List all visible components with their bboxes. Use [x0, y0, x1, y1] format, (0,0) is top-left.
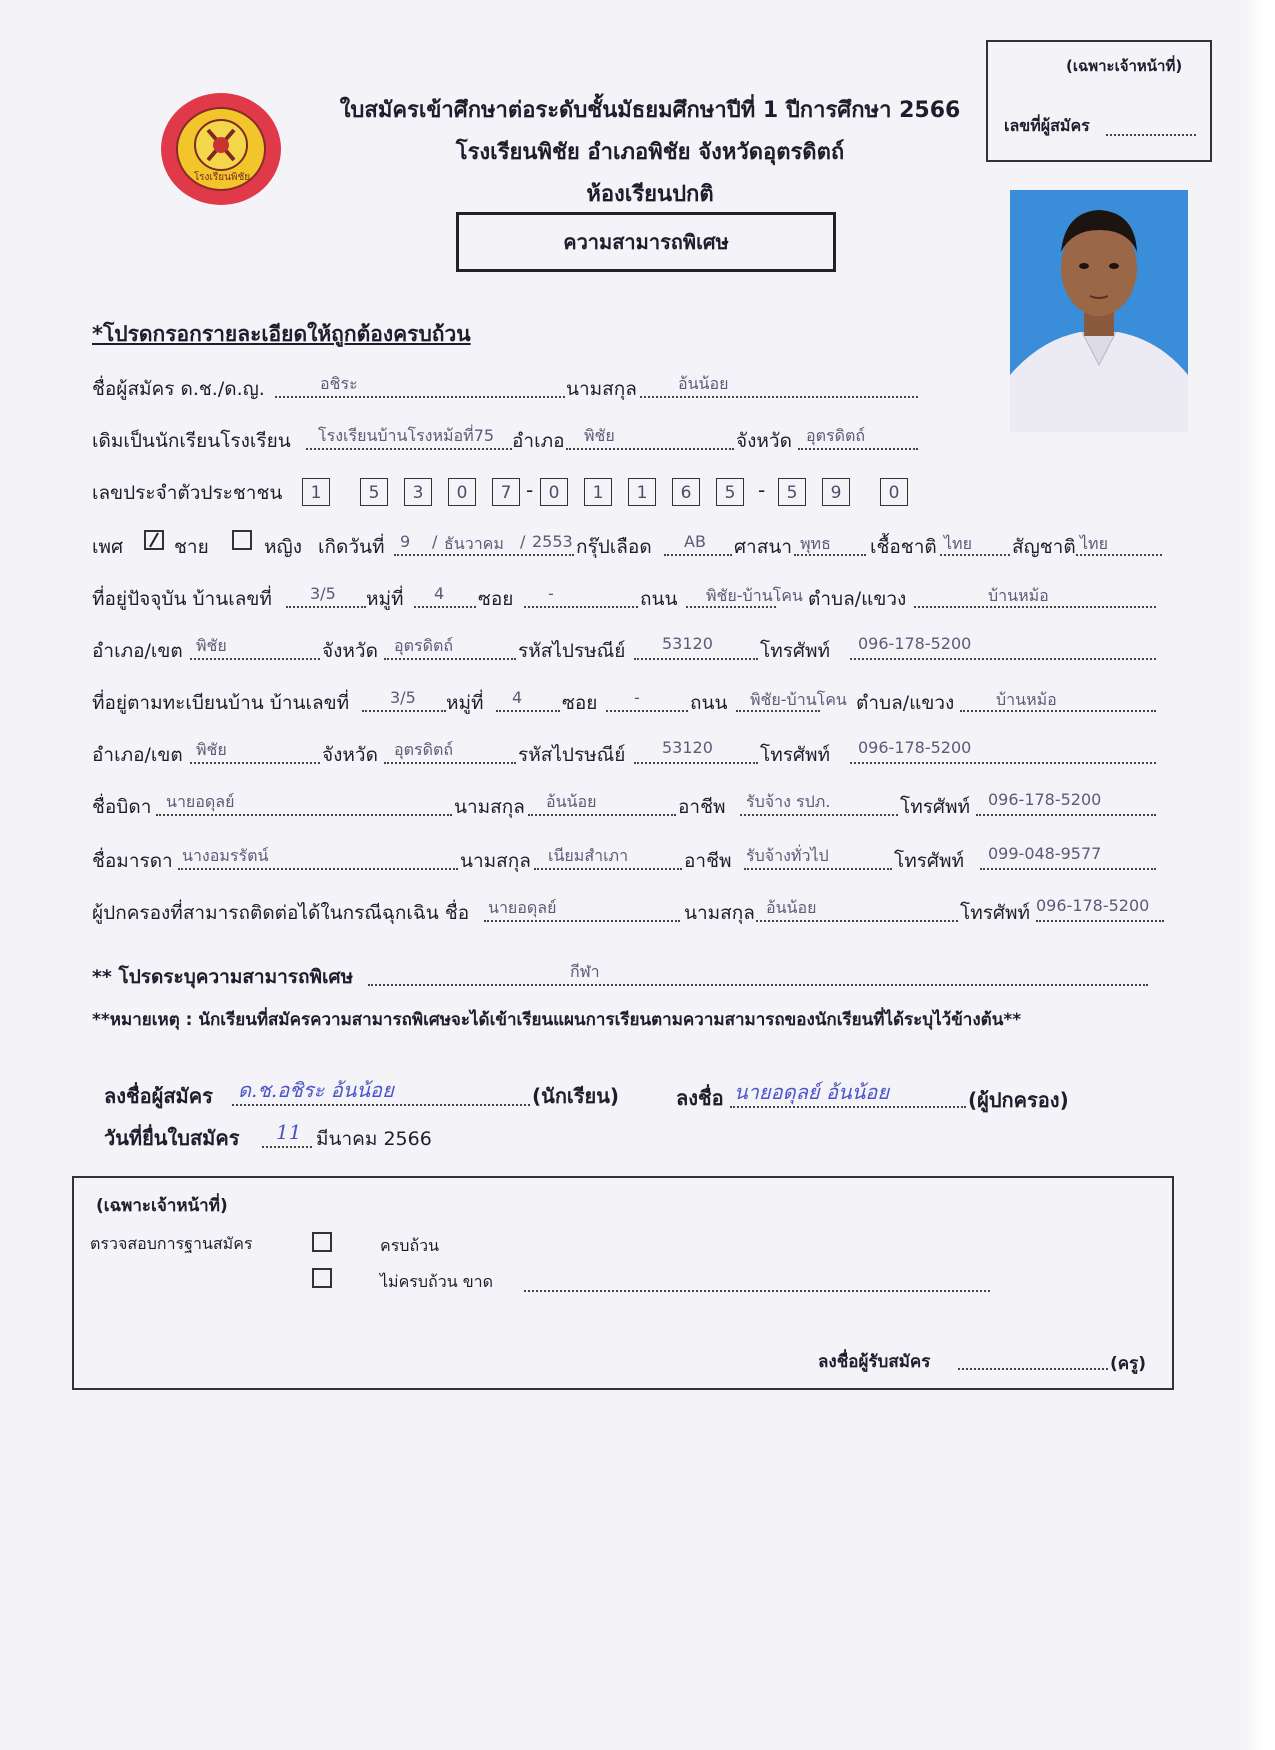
blood-value: AB: [684, 532, 706, 551]
registered-subdistrict: บ้านหม้อ: [996, 690, 1057, 709]
submit-date-label: วันที่ยื่นใบสมัคร: [104, 1126, 240, 1150]
note: **หมายเหตุ : นักเรียนที่สมัครความสามารถพิเศษจะได้เข้าเรียนแผนการเรียนตามความสามารถของนักเรียนที่ได้ระบุไว้ข้างต้น**: [92, 1010, 1022, 1030]
prev-school-district-value: พิชัย: [584, 426, 615, 445]
applicant-name-value: อชิระ: [320, 374, 358, 393]
office-use-box: [986, 40, 1212, 162]
dob-label: เกิดวันที่: [318, 536, 385, 558]
current-province: อุตรดิตถ์: [394, 636, 454, 655]
form-title: ใบสมัครเข้าศึกษาต่อระดับชั้นมัธยมศึกษาปีที่ 1 ปีการศึกษา 2566: [339, 98, 961, 123]
dob-month: ธันวาคม: [444, 534, 504, 553]
current-district: พิชัย: [196, 636, 227, 655]
current-road-label: ถนน: [640, 588, 678, 610]
current-moo-field[interactable]: [414, 606, 476, 608]
male-checkbox[interactable]: [144, 530, 164, 550]
father-phone-label: โทรศัพท์: [900, 796, 971, 818]
current-soi-label: ซอย: [478, 588, 514, 610]
school-name: โรงเรียนพิชัย อำเภอพิชัย จังหวัดอุตรดิตถ์: [455, 140, 845, 165]
nationality-value: ไทย: [1080, 534, 1108, 553]
office-section: [72, 1176, 1174, 1390]
mother-job-label: อาชีพ: [684, 850, 732, 872]
current-address-label: ที่อยู่ปัจจุบัน บ้านเลขที่: [92, 588, 272, 610]
id-digit-1[interactable]: 1: [302, 478, 330, 506]
registered-subdistrict-label: ตำบล/แขวง: [856, 692, 955, 714]
registered-soi: -: [634, 688, 640, 707]
citizen-id-label: เลขประจำตัวประชาชน: [92, 482, 283, 504]
father-job: รับจ้าง รปภ.: [746, 792, 831, 811]
registered-postcode: 53120: [662, 738, 713, 757]
registered-road: พิชัย-บ้านโคน: [750, 690, 847, 709]
office-section-heading: (เฉพาะเจ้าหน้าที่): [96, 1196, 228, 1216]
mother-surname-label: นามสกุล: [460, 850, 531, 872]
current-province-label: จังหวัด: [322, 640, 378, 662]
current-postcode: 53120: [662, 634, 713, 653]
registered-moo-field[interactable]: [496, 710, 560, 712]
instruction: *โปรดกรอกรายละเอียดให้ถูกต้องครบถ้วน: [92, 322, 471, 346]
nationality-label: สัญชาติ: [1012, 536, 1076, 558]
blood-label: กรุ๊ปเลือด: [576, 536, 652, 558]
dob-sep-1: /: [432, 532, 438, 551]
complete-checkbox[interactable]: [312, 1232, 332, 1252]
category-label: ความสามารถพิเศษ: [563, 230, 729, 254]
id-digit-13[interactable]: 0: [880, 478, 908, 506]
father-phone: 096-178-5200: [988, 790, 1102, 809]
id-digit-10[interactable]: 5: [716, 478, 744, 506]
id-dash-2: -: [758, 478, 766, 502]
religion-value: พุทธ: [800, 534, 831, 553]
registered-province-label: จังหวัด: [322, 744, 378, 766]
prev-school-district-label: อำเภอ: [512, 430, 565, 452]
current-phone: 096-178-5200: [858, 634, 972, 653]
registered-road-label: ถนน: [690, 692, 728, 714]
female-checkbox[interactable]: [232, 530, 252, 550]
id-digit-12[interactable]: 9: [822, 478, 850, 506]
applicant-photo: [1010, 190, 1188, 432]
submit-date-rest: มีนาคม 2566: [316, 1128, 432, 1150]
category-box: [456, 212, 836, 272]
mother-phone-field[interactable]: [980, 868, 1156, 870]
registered-district-label: อำเภอ/เขต: [92, 744, 183, 766]
applicant-name-field[interactable]: [275, 396, 565, 398]
father-surname: อ้นน้อย: [546, 792, 597, 811]
registered-moo: 4: [512, 688, 523, 707]
mother-phone-label: โทรศัพท์: [894, 850, 965, 872]
guardian-surname-label: นามสกุล: [684, 902, 755, 924]
registered-soi-field[interactable]: [606, 710, 688, 712]
current-postcode-label: รหัสไปรษณีย์: [518, 640, 626, 662]
id-digit-3[interactable]: 3: [404, 478, 432, 506]
registered-phone-field[interactable]: [850, 762, 1156, 764]
prev-school-value: โรงเรียนบ้านโรงหม้อที่75: [318, 426, 495, 445]
complete-label: ครบถ้วน: [380, 1236, 440, 1255]
checkmark-icon: [146, 532, 162, 548]
current-postcode-field[interactable]: [634, 658, 758, 660]
school-logo: [158, 90, 284, 208]
applicant-no-label: เลขที่ผู้สมัคร: [1004, 116, 1090, 135]
father-job-label: อาชีพ: [678, 796, 726, 818]
receiver-sign-field[interactable]: [958, 1368, 1108, 1370]
id-digit-11[interactable]: 5: [778, 478, 806, 506]
applicant-no-field[interactable]: [1106, 134, 1196, 136]
dob-day: 9: [400, 532, 411, 551]
guardian-role: (ผู้ปกครอง): [968, 1088, 1069, 1112]
registered-house-no-field[interactable]: [362, 710, 446, 712]
registered-postcode-field[interactable]: [634, 762, 758, 764]
special-ability-field[interactable]: [368, 984, 1148, 986]
logo-caption: โรงเรียนพิชัย: [193, 172, 251, 183]
registered-house-no: 3/5: [390, 688, 416, 707]
dob-year: 2553: [532, 532, 573, 551]
current-soi: -: [548, 584, 554, 603]
applicant-sign-label: ลงชื่อผู้สมัคร: [104, 1084, 213, 1108]
mother-surname: เนียมสำเภา: [548, 846, 629, 865]
father-label: ชื่อบิดา: [92, 796, 152, 818]
current-moo-label: หมู่ที่: [366, 588, 404, 610]
current-subdistrict-label: ตำบล/แขวง: [808, 588, 907, 610]
registered-province: อุตรดิตถ์: [394, 740, 454, 759]
father-surname-label: นามสกุล: [454, 796, 525, 818]
current-house-no: 3/5: [310, 584, 336, 603]
submit-date-day: 11: [276, 1120, 302, 1144]
registered-phone-label: โทรศัพท์: [760, 744, 831, 766]
father-phone-field[interactable]: [976, 814, 1156, 816]
missing-items-field[interactable]: [524, 1290, 990, 1292]
prev-school-province-label: จังหวัด: [736, 430, 792, 452]
current-phone-label: โทรศัพท์: [760, 640, 831, 662]
id-dash-1: -: [526, 478, 534, 502]
dob-sep-2: /: [520, 532, 526, 551]
mother-phone: 099-048-9577: [988, 844, 1102, 863]
current-road: พิชัย-บ้านโคน: [706, 586, 803, 605]
applicant-surname-label: นามสกุล: [566, 378, 637, 400]
id-digit-5[interactable]: 7: [492, 478, 520, 506]
female-label: หญิง: [264, 536, 302, 558]
race-value: ไทย: [944, 534, 972, 553]
id-digit-2[interactable]: 5: [360, 478, 388, 506]
submit-date-field[interactable]: [262, 1146, 312, 1148]
guardian-signature: นายอดุลย์ อ้นน้อย: [734, 1080, 890, 1104]
current-subdistrict: บ้านหม้อ: [988, 586, 1049, 605]
race-label: เชื้อชาติ: [870, 536, 937, 558]
registered-address-label: ที่อยู่ตามทะเบียนบ้าน บ้านเลขที่: [92, 692, 350, 714]
father-name: นายอดุลย์: [166, 792, 235, 811]
class-type: ห้องเรียนปกติ: [586, 182, 714, 207]
current-house-no-field[interactable]: [286, 606, 366, 608]
special-ability-label: ** โปรดระบุความสามารถพิเศษ: [92, 966, 354, 988]
document-check-label: ตรวจสอบการฐานสมัคร: [90, 1234, 253, 1253]
guardian-phone-label: โทรศัพท์: [960, 902, 1031, 924]
guardian-phone: 096-178-5200: [1036, 896, 1150, 915]
office-use-heading: (เฉพาะเจ้าหน้าที่): [1066, 57, 1183, 75]
page-edge: [1245, 0, 1275, 1750]
mother-label: ชื่อมารดา: [92, 850, 173, 872]
religion-label: ศาสนา: [734, 536, 792, 558]
registered-district: พิชัย: [196, 740, 227, 759]
mother-name: นางอมรรัตน์: [182, 846, 269, 865]
registered-subdistrict-field[interactable]: [960, 710, 1156, 712]
guardian-phone-field[interactable]: [1036, 920, 1164, 922]
sex-label: เพศ: [92, 536, 124, 558]
registered-moo-label: หมู่ที่: [446, 692, 484, 714]
id-digit-6[interactable]: 0: [540, 478, 568, 506]
id-digit-7[interactable]: 1: [584, 478, 612, 506]
blood-field[interactable]: [664, 554, 732, 556]
id-digit-8[interactable]: 1: [628, 478, 656, 506]
id-digit-4[interactable]: 0: [448, 478, 476, 506]
special-ability-value: กีฬา: [570, 962, 600, 981]
applicant-signature: ด.ช.อชิระ อ้นน้อย: [238, 1078, 394, 1102]
applicant-surname-value: อ้นน้อย: [678, 374, 729, 393]
guardian-name: นายอดุลย์: [488, 898, 557, 917]
applicant-role: (นักเรียน): [532, 1084, 620, 1108]
registered-phone: 096-178-5200: [858, 738, 972, 757]
registered-soi-label: ซอย: [562, 692, 598, 714]
male-label: ชาย: [174, 536, 209, 558]
guardian-sign-label: ลงชื่อ: [676, 1086, 724, 1110]
registered-postcode-label: รหัสไปรษณีย์: [518, 744, 626, 766]
receiver-sign-label: ลงชื่อผู้รับสมัคร: [818, 1352, 931, 1372]
guardian-label: ผู้ปกครองที่สามารถติดต่อได้ในกรณีฉุกเฉิน ชื่อ: [92, 902, 470, 924]
id-digit-9[interactable]: 6: [672, 478, 700, 506]
current-district-label: อำเภอ/เขต: [92, 640, 183, 662]
guardian-surname: อ้นน้อย: [766, 898, 817, 917]
current-phone-field[interactable]: [850, 658, 1156, 660]
current-moo: 4: [434, 584, 445, 603]
prev-school-province-value: อุตรดิตถ์: [806, 426, 866, 445]
mother-job: รับจ้างทั่วไป: [746, 846, 829, 865]
incomplete-label: ไม่ครบถ้วน ขาด: [380, 1272, 494, 1291]
prev-school-label: เดิมเป็นนักเรียนโรงเรียน: [92, 430, 291, 452]
applicant-name-label: ชื่อผู้สมัคร ด.ช./ด.ญ.: [92, 378, 265, 400]
receiver-role: (ครู): [1110, 1354, 1147, 1374]
current-soi-field[interactable]: [524, 606, 638, 608]
incomplete-checkbox[interactable]: [312, 1268, 332, 1288]
